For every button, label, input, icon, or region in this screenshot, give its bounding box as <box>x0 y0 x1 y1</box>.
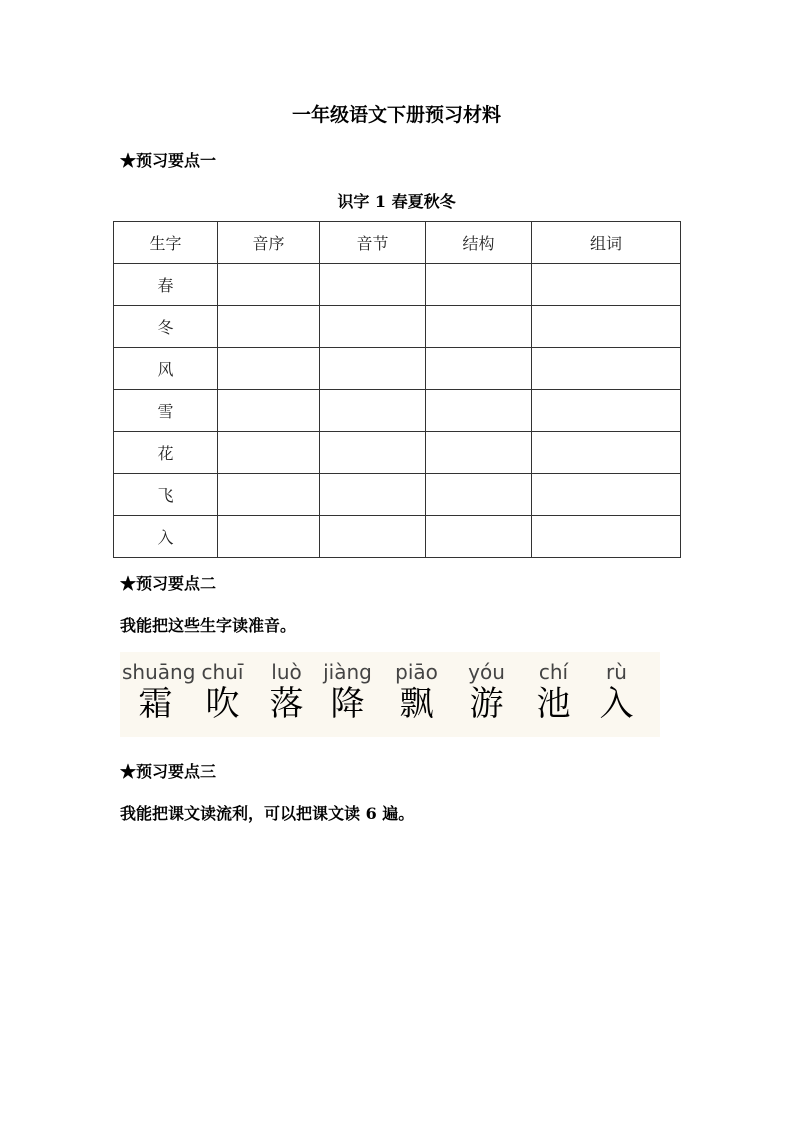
answer-cell[interactable] <box>532 432 681 474</box>
header-cell: 组词 <box>532 222 681 264</box>
hanzi-text: 飘 <box>399 684 434 724</box>
pinyin-text: yóu <box>468 660 505 684</box>
character-cell: 入 <box>114 516 218 558</box>
instruction-2: 我能把这些生字读准音。 <box>120 616 297 635</box>
pinyin-char <box>314 652 381 724</box>
hanzi-text: 霜 <box>138 684 173 724</box>
character-cell: 春 <box>114 264 218 306</box>
pinyin-text: chí <box>538 660 569 684</box>
section-heading-2: ★预习要点二 <box>120 574 217 593</box>
table-row <box>114 432 681 474</box>
answer-cell[interactable] <box>320 474 426 516</box>
pinyin-char <box>253 652 320 724</box>
hanzi-text: 池 <box>536 684 571 724</box>
pinyin-char <box>453 652 520 724</box>
answer-cell[interactable] <box>532 264 681 306</box>
table-header-row <box>114 222 681 264</box>
hanzi-text: 落 <box>269 684 304 724</box>
answer-cell[interactable] <box>218 474 320 516</box>
answer-cell[interactable] <box>320 264 426 306</box>
pinyin-image <box>120 652 660 737</box>
table-row <box>114 516 681 558</box>
answer-cell[interactable] <box>218 306 320 348</box>
character-cell: 冬 <box>114 306 218 348</box>
pinyin-text: luò <box>271 660 302 684</box>
pinyin-char <box>383 652 450 724</box>
answer-cell[interactable] <box>320 348 426 390</box>
answer-cell[interactable] <box>426 306 532 348</box>
answer-cell[interactable] <box>218 432 320 474</box>
hanzi-text: 游 <box>469 684 504 724</box>
pinyin-char <box>122 652 196 724</box>
section-heading-1: ★预习要点一 <box>120 151 217 170</box>
lesson-title: 识字 1 春夏秋冬 <box>337 192 456 211</box>
character-table <box>113 221 681 558</box>
answer-cell[interactable] <box>320 306 426 348</box>
answer-cell[interactable] <box>426 516 532 558</box>
instruction-3: 我能把课文读流利，可以把课文读 6 遍。 <box>120 804 415 823</box>
character-cell: 飞 <box>114 474 218 516</box>
page-title: 一年级语文下册预习材料 <box>291 104 501 126</box>
character-cell: 雪 <box>114 390 218 432</box>
answer-cell[interactable] <box>320 432 426 474</box>
table-row <box>114 306 681 348</box>
answer-cell[interactable] <box>218 516 320 558</box>
answer-cell[interactable] <box>532 474 681 516</box>
section-heading-3: ★预习要点三 <box>120 762 217 781</box>
pinyin-char <box>583 652 650 724</box>
table-row <box>114 474 681 516</box>
table-row <box>114 390 681 432</box>
answer-cell[interactable] <box>426 348 532 390</box>
header-cell: 音序 <box>218 222 320 264</box>
pinyin-text: rù <box>606 660 627 684</box>
pinyin-text: shuāng <box>122 660 196 684</box>
answer-cell[interactable] <box>218 264 320 306</box>
pinyin-char <box>520 652 587 724</box>
table-row <box>114 264 681 306</box>
answer-cell[interactable] <box>426 264 532 306</box>
answer-cell[interactable] <box>426 432 532 474</box>
answer-cell[interactable] <box>320 390 426 432</box>
answer-cell[interactable] <box>426 474 532 516</box>
pinyin-text: piāo <box>395 660 438 684</box>
answer-cell[interactable] <box>532 306 681 348</box>
header-cell: 音节 <box>320 222 426 264</box>
pinyin-char <box>189 652 256 724</box>
answer-cell[interactable] <box>532 348 681 390</box>
hanzi-text: 入 <box>599 684 634 724</box>
header-cell: 结构 <box>426 222 532 264</box>
answer-cell[interactable] <box>532 390 681 432</box>
pinyin-text: jiàng <box>323 660 372 684</box>
character-cell: 花 <box>114 432 218 474</box>
answer-cell[interactable] <box>532 516 681 558</box>
answer-cell[interactable] <box>426 390 532 432</box>
header-cell: 生字 <box>114 222 218 264</box>
answer-cell[interactable] <box>218 390 320 432</box>
answer-cell[interactable] <box>320 516 426 558</box>
hanzi-text: 吹 <box>205 684 240 724</box>
answer-cell[interactable] <box>218 348 320 390</box>
table-row <box>114 348 681 390</box>
character-cell: 风 <box>114 348 218 390</box>
hanzi-text: 降 <box>330 684 365 724</box>
pinyin-text: chuī <box>201 660 244 684</box>
